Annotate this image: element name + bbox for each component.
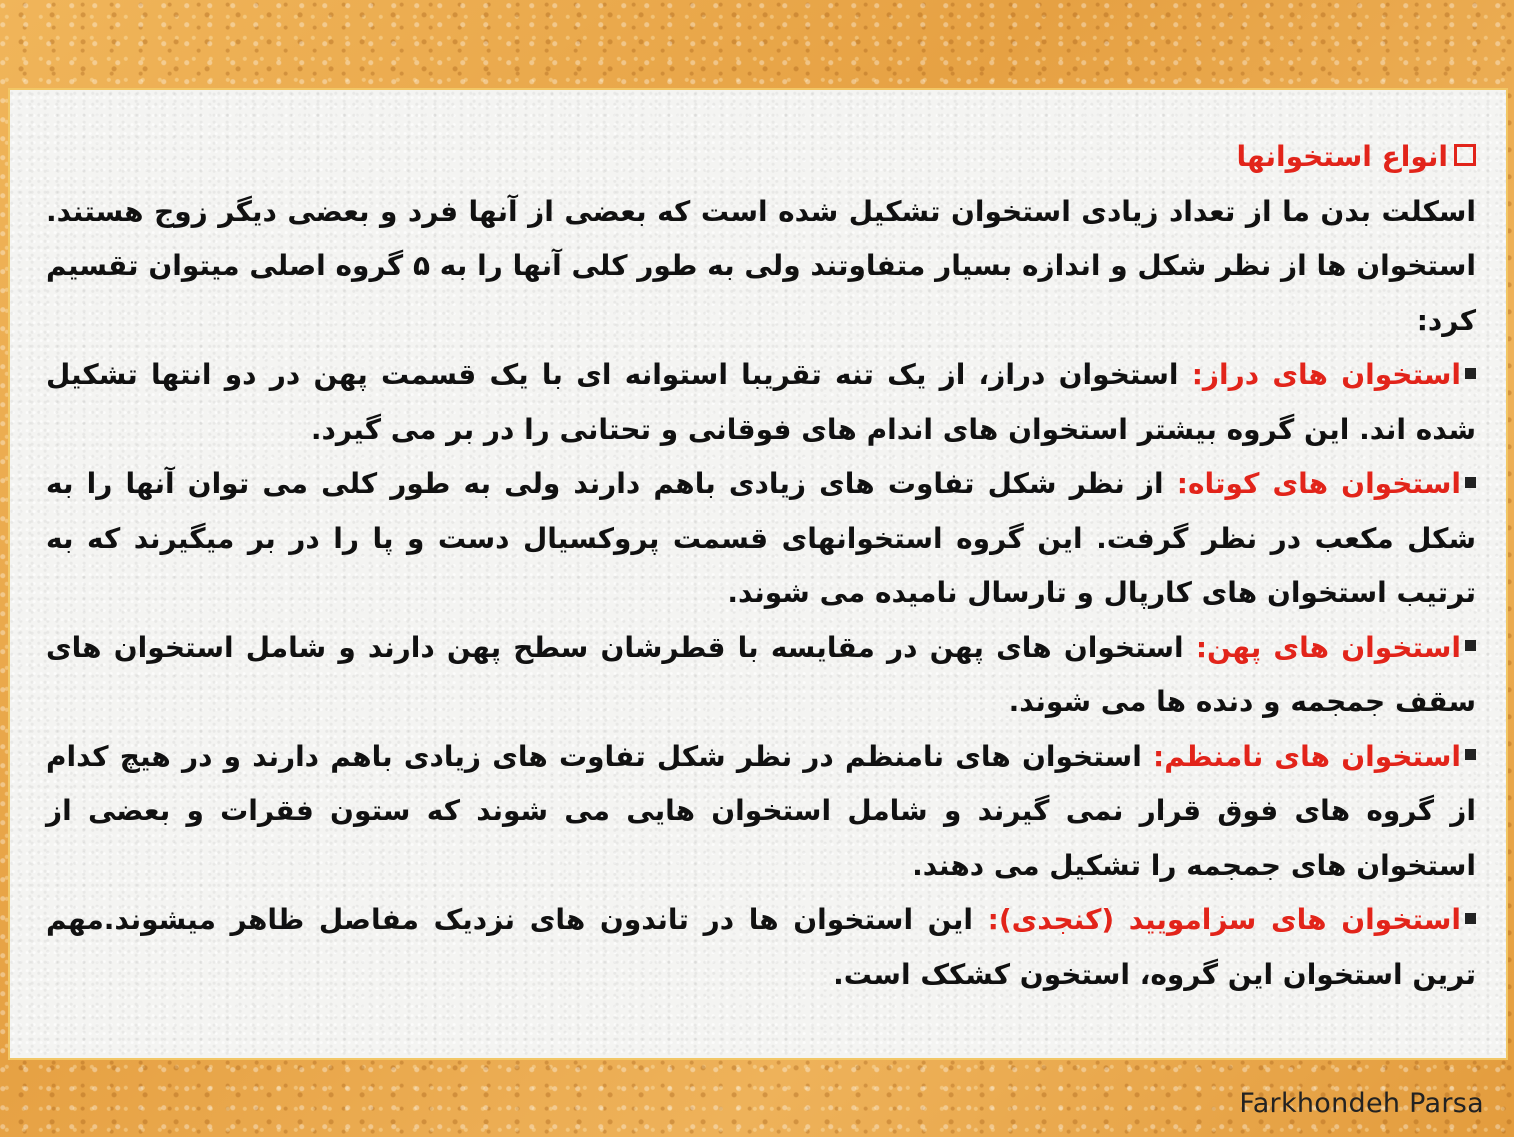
slide-heading <box>46 130 1476 185</box>
square-bullet-icon <box>1465 913 1476 924</box>
item-term: استخوان های سزامویید (کنجدی): <box>987 903 1461 936</box>
item-text: این استخوان ها در تاندون های نزدیک مفاصل ظاهر میشوند.مهم ترین استخوان این گروه، استخون کشکک است. <box>46 903 1476 991</box>
square-bullet-icon <box>1465 368 1476 379</box>
item-term: استخوان های دراز: <box>1191 358 1462 391</box>
intro-paragraph: اسکلت بدن ما از تعداد زیادی استخوان تشکیل شده است که بعضی از آنها فرد و بعضی دیگر زوج هستند. استخوان ها از نظر شکل و اندازه بسیار متفاوتند ولی به طور کلی آنها را به ۵ گروه اصلی میتوان تقسیم کرد: <box>46 194 1476 337</box>
heading-text: انواع استخوانها <box>1236 140 1448 173</box>
item-text: استخوان های پهن در مقایسه با قطرشان سطح پهن دارند و شامل استخوان های سقف جمجمه و دنده ها می شوند. <box>46 630 1476 718</box>
author-credit: Farkhondeh Parsa <box>1239 1088 1484 1119</box>
checkbox-bullet-icon <box>1454 144 1476 166</box>
list-item <box>46 348 1476 457</box>
square-bullet-icon <box>1465 749 1476 760</box>
item-text: استخوان دراز، از یک تنه تقریبا استوانه ای با یک قسمت پهن در دو انتها تشکیل شده اند. این گروه بیشتر استخوان های اندام های فوقانی و تحتانی را در بر می گیرد. <box>46 358 1476 446</box>
list-item <box>46 893 1476 1002</box>
list-item <box>46 621 1476 730</box>
item-term: استخوان های پهن: <box>1195 630 1461 664</box>
slide-body <box>46 130 1476 1002</box>
square-bullet-icon <box>1465 640 1476 651</box>
content-panel <box>8 88 1508 1060</box>
item-text: استخوان های نامنظم در نظر شکل تفاوت های زیادی باهم دارند و در هیچ کدام از گروه های فوق قرار نمی گیرند و شامل استخوان هایی می شوند که ستون فقرات و بعضی از استخوان های جمجمه را تشکیل می دهند. <box>46 739 1476 882</box>
list-item <box>46 457 1476 621</box>
item-term: استخوان های نامنظم: <box>1153 739 1461 773</box>
list-item <box>46 730 1476 894</box>
square-bullet-icon <box>1465 477 1476 488</box>
item-text: از نظر شکل تفاوت های زیادی باهم دارند ولی به طور کلی می توان آنها را به شکل مکعب در نظر گرفت. این گروه استخوانهای قسمت پروکسیال دست و پا را در بر میگیرند که به ترتیب استخوان های کارپال و تارسال نامیده می شوند. <box>46 467 1476 609</box>
item-term: استخوان های کوتاه: <box>1176 467 1461 500</box>
